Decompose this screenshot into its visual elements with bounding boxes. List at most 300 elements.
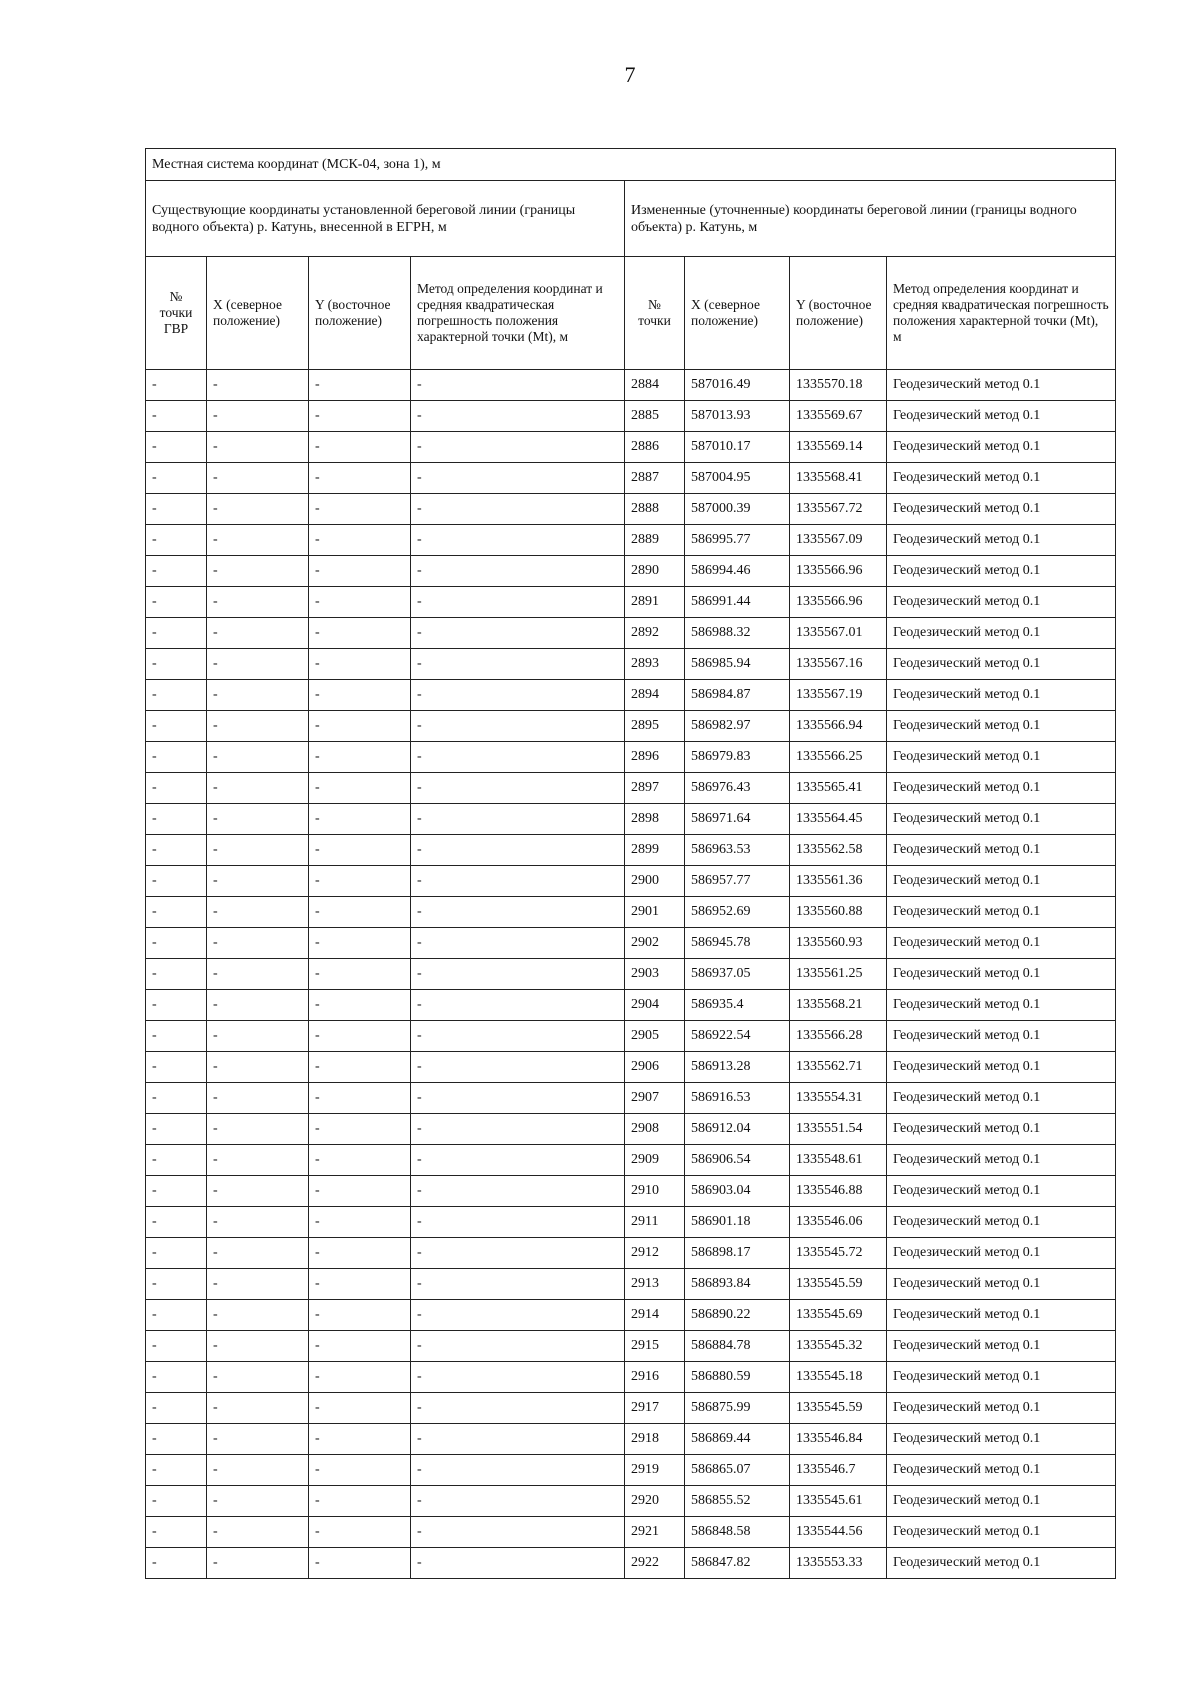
cell-left-y: - [309, 1393, 411, 1424]
cell-left-point: - [146, 618, 207, 649]
cell-left-point: - [146, 1455, 207, 1486]
cell-right-x: 586985.94 [685, 649, 790, 680]
cell-right-method: Геодезический метод 0.1 [887, 525, 1116, 556]
cell-right-y: 1335568.41 [790, 463, 887, 494]
cell-left-x: - [207, 959, 309, 990]
cell-left-method: - [411, 1269, 625, 1300]
cell-right-x: 586922.54 [685, 1021, 790, 1052]
cell-right-point: 2892 [625, 618, 685, 649]
cell-left-x: - [207, 370, 309, 401]
table-row [146, 835, 1116, 866]
cell-right-point: 2891 [625, 587, 685, 618]
cell-left-method: - [411, 866, 625, 897]
cell-right-method: Геодезический метод 0.1 [887, 1362, 1116, 1393]
cell-left-point: - [146, 1145, 207, 1176]
cell-left-x: - [207, 1517, 309, 1548]
cell-left-x: - [207, 1145, 309, 1176]
cell-right-x: 586935.4 [685, 990, 790, 1021]
cell-left-x: - [207, 494, 309, 525]
cell-right-x: 587013.93 [685, 401, 790, 432]
table-row [146, 1424, 1116, 1455]
cell-right-method: Геодезический метод 0.1 [887, 773, 1116, 804]
cell-right-method: Геодезический метод 0.1 [887, 1331, 1116, 1362]
cell-left-point: - [146, 1517, 207, 1548]
cell-left-y: - [309, 1269, 411, 1300]
cell-left-y: - [309, 773, 411, 804]
cell-right-method: Геодезический метод 0.1 [887, 1052, 1116, 1083]
cell-left-x: - [207, 804, 309, 835]
cell-left-method: - [411, 1300, 625, 1331]
cell-right-method: Геодезический метод 0.1 [887, 1145, 1116, 1176]
table-row [146, 1393, 1116, 1424]
cell-right-x: 586994.46 [685, 556, 790, 587]
cell-right-method: Геодезический метод 0.1 [887, 1269, 1116, 1300]
cell-right-method: Геодезический метод 0.1 [887, 742, 1116, 773]
cell-left-point: - [146, 1362, 207, 1393]
cell-right-point: 2914 [625, 1300, 685, 1331]
cell-left-method: - [411, 773, 625, 804]
table-row [146, 1517, 1116, 1548]
cell-right-y: 1335567.16 [790, 649, 887, 680]
cell-left-method: - [411, 680, 625, 711]
cell-right-y: 1335554.31 [790, 1083, 887, 1114]
table-row [146, 1021, 1116, 1052]
table-row [146, 1455, 1116, 1486]
cell-right-x: 586937.05 [685, 959, 790, 990]
cell-right-x: 587000.39 [685, 494, 790, 525]
table-row [146, 556, 1116, 587]
cell-right-x: 586869.44 [685, 1424, 790, 1455]
cell-left-x: - [207, 990, 309, 1021]
cell-right-point: 2913 [625, 1269, 685, 1300]
cell-left-method: - [411, 1455, 625, 1486]
cell-left-y: - [309, 432, 411, 463]
cell-right-x: 586995.77 [685, 525, 790, 556]
cell-right-y: 1335545.59 [790, 1269, 887, 1300]
cell-right-x: 586898.17 [685, 1238, 790, 1269]
header-left-x: X (северное положение) [207, 257, 309, 370]
cell-right-x: 586855.52 [685, 1486, 790, 1517]
header-right-x: X (северное положение) [685, 257, 790, 370]
cell-right-point: 2888 [625, 494, 685, 525]
table-row [146, 1269, 1116, 1300]
cell-left-method: - [411, 587, 625, 618]
table-row [146, 1548, 1116, 1579]
cell-left-method: - [411, 928, 625, 959]
table-row [146, 463, 1116, 494]
cell-left-point: - [146, 1021, 207, 1052]
cell-left-method: - [411, 370, 625, 401]
cell-right-y: 1335545.61 [790, 1486, 887, 1517]
cell-right-method: Геодезический метод 0.1 [887, 1238, 1116, 1269]
cell-left-y: - [309, 897, 411, 928]
cell-left-point: - [146, 1393, 207, 1424]
cell-right-method: Геодезический метод 0.1 [887, 587, 1116, 618]
cell-right-point: 2897 [625, 773, 685, 804]
cell-left-method: - [411, 1052, 625, 1083]
cell-left-y: - [309, 711, 411, 742]
cell-right-x: 586890.22 [685, 1300, 790, 1331]
cell-right-method: Геодезический метод 0.1 [887, 432, 1116, 463]
cell-left-point: - [146, 711, 207, 742]
cell-right-y: 1335565.41 [790, 773, 887, 804]
cell-right-y: 1335548.61 [790, 1145, 887, 1176]
cell-left-x: - [207, 1238, 309, 1269]
cell-right-method: Геодезический метод 0.1 [887, 649, 1116, 680]
cell-right-point: 2894 [625, 680, 685, 711]
cell-left-x: - [207, 1207, 309, 1238]
cell-right-point: 2890 [625, 556, 685, 587]
cell-right-point: 2911 [625, 1207, 685, 1238]
table-row [146, 866, 1116, 897]
cell-left-x: - [207, 835, 309, 866]
cell-right-method: Геодезический метод 0.1 [887, 463, 1116, 494]
cell-right-x: 586906.54 [685, 1145, 790, 1176]
table-row [146, 494, 1116, 525]
cell-left-x: - [207, 1269, 309, 1300]
cell-left-y: - [309, 1548, 411, 1579]
cell-right-y: 1335566.94 [790, 711, 887, 742]
cell-right-y: 1335546.88 [790, 1176, 887, 1207]
cell-right-point: 2917 [625, 1393, 685, 1424]
cell-left-y: - [309, 680, 411, 711]
cell-left-y: - [309, 804, 411, 835]
cell-right-point: 2885 [625, 401, 685, 432]
cell-right-x: 586991.44 [685, 587, 790, 618]
cell-left-x: - [207, 463, 309, 494]
cell-left-y: - [309, 401, 411, 432]
cell-left-y: - [309, 1455, 411, 1486]
coordinates-table [145, 148, 1116, 1579]
cell-left-x: - [207, 1393, 309, 1424]
cell-right-method: Геодезический метод 0.1 [887, 1455, 1116, 1486]
cell-left-point: - [146, 928, 207, 959]
table-row [146, 897, 1116, 928]
cell-right-x: 586984.87 [685, 680, 790, 711]
cell-left-y: - [309, 587, 411, 618]
cell-right-x: 586945.78 [685, 928, 790, 959]
cell-right-method: Геодезический метод 0.1 [887, 370, 1116, 401]
table-row [146, 742, 1116, 773]
cell-right-point: 2901 [625, 897, 685, 928]
cell-right-point: 2920 [625, 1486, 685, 1517]
cell-right-x: 586913.28 [685, 1052, 790, 1083]
table-row [146, 525, 1116, 556]
cell-left-method: - [411, 1114, 625, 1145]
cell-right-method: Геодезический метод 0.1 [887, 928, 1116, 959]
cell-left-point: - [146, 773, 207, 804]
table-row [146, 401, 1116, 432]
cell-left-x: - [207, 1021, 309, 1052]
cell-right-y: 1335570.18 [790, 370, 887, 401]
cell-right-y: 1335545.59 [790, 1393, 887, 1424]
cell-left-point: - [146, 1114, 207, 1145]
cell-right-method: Геодезический метод 0.1 [887, 1207, 1116, 1238]
cell-right-method: Геодезический метод 0.1 [887, 1176, 1116, 1207]
cell-right-y: 1335567.19 [790, 680, 887, 711]
cell-left-y: - [309, 1238, 411, 1269]
cell-right-point: 2889 [625, 525, 685, 556]
cell-right-x: 586847.82 [685, 1548, 790, 1579]
cell-right-method: Геодезический метод 0.1 [887, 494, 1116, 525]
cell-left-method: - [411, 401, 625, 432]
cell-left-y: - [309, 370, 411, 401]
cell-left-y: - [309, 463, 411, 494]
cell-left-x: - [207, 618, 309, 649]
cell-left-method: - [411, 463, 625, 494]
coordinate-system-row [146, 149, 1116, 181]
header-left-method: Метод определения координат и средняя квадратическая погрешность положения характерной точки (Mt), м [411, 257, 625, 370]
cell-right-method: Геодезический метод 0.1 [887, 1548, 1116, 1579]
cell-left-x: - [207, 1362, 309, 1393]
cell-right-method: Геодезический метод 0.1 [887, 1021, 1116, 1052]
cell-right-y: 1335546.06 [790, 1207, 887, 1238]
cell-left-point: - [146, 494, 207, 525]
cell-left-point: - [146, 835, 207, 866]
table-row [146, 1207, 1116, 1238]
cell-left-x: - [207, 897, 309, 928]
cell-left-point: - [146, 897, 207, 928]
cell-right-x: 586982.97 [685, 711, 790, 742]
header-right-y: Y (восточное положение) [790, 257, 887, 370]
cell-left-y: - [309, 835, 411, 866]
cell-right-method: Геодезический метод 0.1 [887, 618, 1116, 649]
cell-right-x: 587016.49 [685, 370, 790, 401]
table-row [146, 959, 1116, 990]
cell-right-x: 586912.04 [685, 1114, 790, 1145]
cell-left-method: - [411, 1083, 625, 1114]
cell-right-x: 586903.04 [685, 1176, 790, 1207]
cell-right-point: 2886 [625, 432, 685, 463]
cell-left-method: - [411, 1517, 625, 1548]
cell-right-method: Геодезический метод 0.1 [887, 1393, 1116, 1424]
cell-right-method: Геодезический метод 0.1 [887, 556, 1116, 587]
cell-right-x: 586893.84 [685, 1269, 790, 1300]
cell-left-method: - [411, 1331, 625, 1362]
cell-right-point: 2908 [625, 1114, 685, 1145]
cell-right-y: 1335569.14 [790, 432, 887, 463]
cell-right-y: 1335544.56 [790, 1517, 887, 1548]
table-row [146, 370, 1116, 401]
cell-right-y: 1335564.45 [790, 804, 887, 835]
cell-right-x: 586901.18 [685, 1207, 790, 1238]
cell-left-method: - [411, 1362, 625, 1393]
cell-left-method: - [411, 1207, 625, 1238]
cell-right-point: 2895 [625, 711, 685, 742]
cell-left-point: - [146, 401, 207, 432]
cell-right-x: 587004.95 [685, 463, 790, 494]
cell-left-point: - [146, 370, 207, 401]
cell-left-x: - [207, 711, 309, 742]
cell-left-method: - [411, 1424, 625, 1455]
cell-left-y: - [309, 1176, 411, 1207]
table-row [146, 1083, 1116, 1114]
cell-right-point: 2916 [625, 1362, 685, 1393]
table-row [146, 1486, 1116, 1517]
cell-right-method: Геодезический метод 0.1 [887, 1424, 1116, 1455]
cell-right-y: 1335566.96 [790, 587, 887, 618]
cell-right-x: 586916.53 [685, 1083, 790, 1114]
cell-right-x: 586971.64 [685, 804, 790, 835]
cell-left-point: - [146, 866, 207, 897]
cell-right-method: Геодезический метод 0.1 [887, 401, 1116, 432]
cell-right-y: 1335566.28 [790, 1021, 887, 1052]
cell-left-method: - [411, 897, 625, 928]
cell-right-point: 2887 [625, 463, 685, 494]
cell-left-y: - [309, 1145, 411, 1176]
cell-left-method: - [411, 1021, 625, 1052]
cell-left-method: - [411, 742, 625, 773]
cell-left-y: - [309, 556, 411, 587]
cell-right-y: 1335561.36 [790, 866, 887, 897]
cell-right-point: 2918 [625, 1424, 685, 1455]
cell-left-y: - [309, 1486, 411, 1517]
cell-left-y: - [309, 1083, 411, 1114]
table-row [146, 1331, 1116, 1362]
cell-left-point: - [146, 804, 207, 835]
table-row [146, 711, 1116, 742]
cell-right-point: 2898 [625, 804, 685, 835]
cell-left-y: - [309, 1300, 411, 1331]
cell-left-method: - [411, 649, 625, 680]
cell-left-point: - [146, 1486, 207, 1517]
cell-left-y: - [309, 1517, 411, 1548]
cell-left-x: - [207, 773, 309, 804]
cell-right-y: 1335562.58 [790, 835, 887, 866]
table-row [146, 1238, 1116, 1269]
cell-right-point: 2921 [625, 1517, 685, 1548]
cell-right-y: 1335545.72 [790, 1238, 887, 1269]
cell-left-x: - [207, 1083, 309, 1114]
cell-right-x: 587010.17 [685, 432, 790, 463]
cell-right-y: 1335560.88 [790, 897, 887, 928]
cell-right-method: Геодезический метод 0.1 [887, 804, 1116, 835]
cell-right-x: 586865.07 [685, 1455, 790, 1486]
cell-left-method: - [411, 432, 625, 463]
cell-left-y: - [309, 990, 411, 1021]
cell-left-y: - [309, 1424, 411, 1455]
cell-left-x: - [207, 928, 309, 959]
cell-right-method: Геодезический метод 0.1 [887, 866, 1116, 897]
cell-right-x: 586880.59 [685, 1362, 790, 1393]
cell-right-method: Геодезический метод 0.1 [887, 897, 1116, 928]
cell-right-point: 2884 [625, 370, 685, 401]
cell-right-point: 2906 [625, 1052, 685, 1083]
cell-right-point: 2903 [625, 959, 685, 990]
header-row [146, 257, 1116, 370]
cell-left-method: - [411, 1393, 625, 1424]
cell-left-point: - [146, 1548, 207, 1579]
cell-right-point: 2919 [625, 1455, 685, 1486]
cell-left-point: - [146, 525, 207, 556]
cell-left-point: - [146, 1052, 207, 1083]
cell-left-method: - [411, 556, 625, 587]
cell-left-method: - [411, 618, 625, 649]
coordinate-system-title: Местная система координат (МСК-04, зона 1), м [146, 149, 1116, 181]
cell-right-method: Геодезический метод 0.1 [887, 1083, 1116, 1114]
cell-left-y: - [309, 866, 411, 897]
table-row [146, 928, 1116, 959]
cell-left-point: - [146, 1207, 207, 1238]
cell-right-method: Геодезический метод 0.1 [887, 1114, 1116, 1145]
cell-left-y: - [309, 618, 411, 649]
cell-left-x: - [207, 1486, 309, 1517]
cell-right-y: 1335567.72 [790, 494, 887, 525]
table-row [146, 773, 1116, 804]
cell-right-y: 1335546.84 [790, 1424, 887, 1455]
cell-left-x: - [207, 1052, 309, 1083]
cell-left-point: - [146, 742, 207, 773]
cell-left-y: - [309, 649, 411, 680]
header-right-point: № точки [625, 257, 685, 370]
cell-left-y: - [309, 928, 411, 959]
cell-right-method: Геодезический метод 0.1 [887, 680, 1116, 711]
cell-right-y: 1335545.69 [790, 1300, 887, 1331]
cell-right-x: 586988.32 [685, 618, 790, 649]
cell-left-method: - [411, 1548, 625, 1579]
cell-right-point: 2907 [625, 1083, 685, 1114]
cell-right-x: 586952.69 [685, 897, 790, 928]
cell-right-y: 1335561.25 [790, 959, 887, 990]
cell-right-x: 586957.77 [685, 866, 790, 897]
cell-right-y: 1335545.18 [790, 1362, 887, 1393]
cell-left-x: - [207, 866, 309, 897]
cell-left-point: - [146, 959, 207, 990]
cell-left-y: - [309, 742, 411, 773]
cell-right-method: Геодезический метод 0.1 [887, 1486, 1116, 1517]
cell-right-method: Геодезический метод 0.1 [887, 959, 1116, 990]
table-row [146, 618, 1116, 649]
cell-left-x: - [207, 587, 309, 618]
caption-row [146, 181, 1116, 257]
cell-left-x: - [207, 1114, 309, 1145]
cell-right-point: 2915 [625, 1331, 685, 1362]
cell-left-x: - [207, 1300, 309, 1331]
cell-right-point: 2902 [625, 928, 685, 959]
cell-right-y: 1335553.33 [790, 1548, 887, 1579]
cell-right-y: 1335566.96 [790, 556, 887, 587]
cell-left-x: - [207, 1424, 309, 1455]
cell-left-y: - [309, 1331, 411, 1362]
cell-left-x: - [207, 401, 309, 432]
header-right-method: Метод определения координат и средняя квадратическая погрешность положения характерной точки (Mt), м [887, 257, 1116, 370]
header-left-y: Y (восточное положение) [309, 257, 411, 370]
cell-left-method: - [411, 990, 625, 1021]
cell-right-point: 2910 [625, 1176, 685, 1207]
cell-left-point: - [146, 463, 207, 494]
cell-right-method: Геодезический метод 0.1 [887, 711, 1116, 742]
cell-left-point: - [146, 649, 207, 680]
table-row [146, 804, 1116, 835]
cell-left-point: - [146, 990, 207, 1021]
table-row [146, 1176, 1116, 1207]
cell-left-x: - [207, 649, 309, 680]
table-row [146, 990, 1116, 1021]
cell-right-y: 1335560.93 [790, 928, 887, 959]
cell-left-point: - [146, 556, 207, 587]
cell-left-method: - [411, 494, 625, 525]
cell-left-point: - [146, 1083, 207, 1114]
cell-right-y: 1335546.7 [790, 1455, 887, 1486]
cell-right-point: 2904 [625, 990, 685, 1021]
cell-left-point: - [146, 1176, 207, 1207]
cell-left-point: - [146, 1269, 207, 1300]
cell-left-method: - [411, 525, 625, 556]
cell-left-method: - [411, 1238, 625, 1269]
cell-right-point: 2905 [625, 1021, 685, 1052]
cell-right-y: 1335569.67 [790, 401, 887, 432]
cell-left-x: - [207, 1548, 309, 1579]
